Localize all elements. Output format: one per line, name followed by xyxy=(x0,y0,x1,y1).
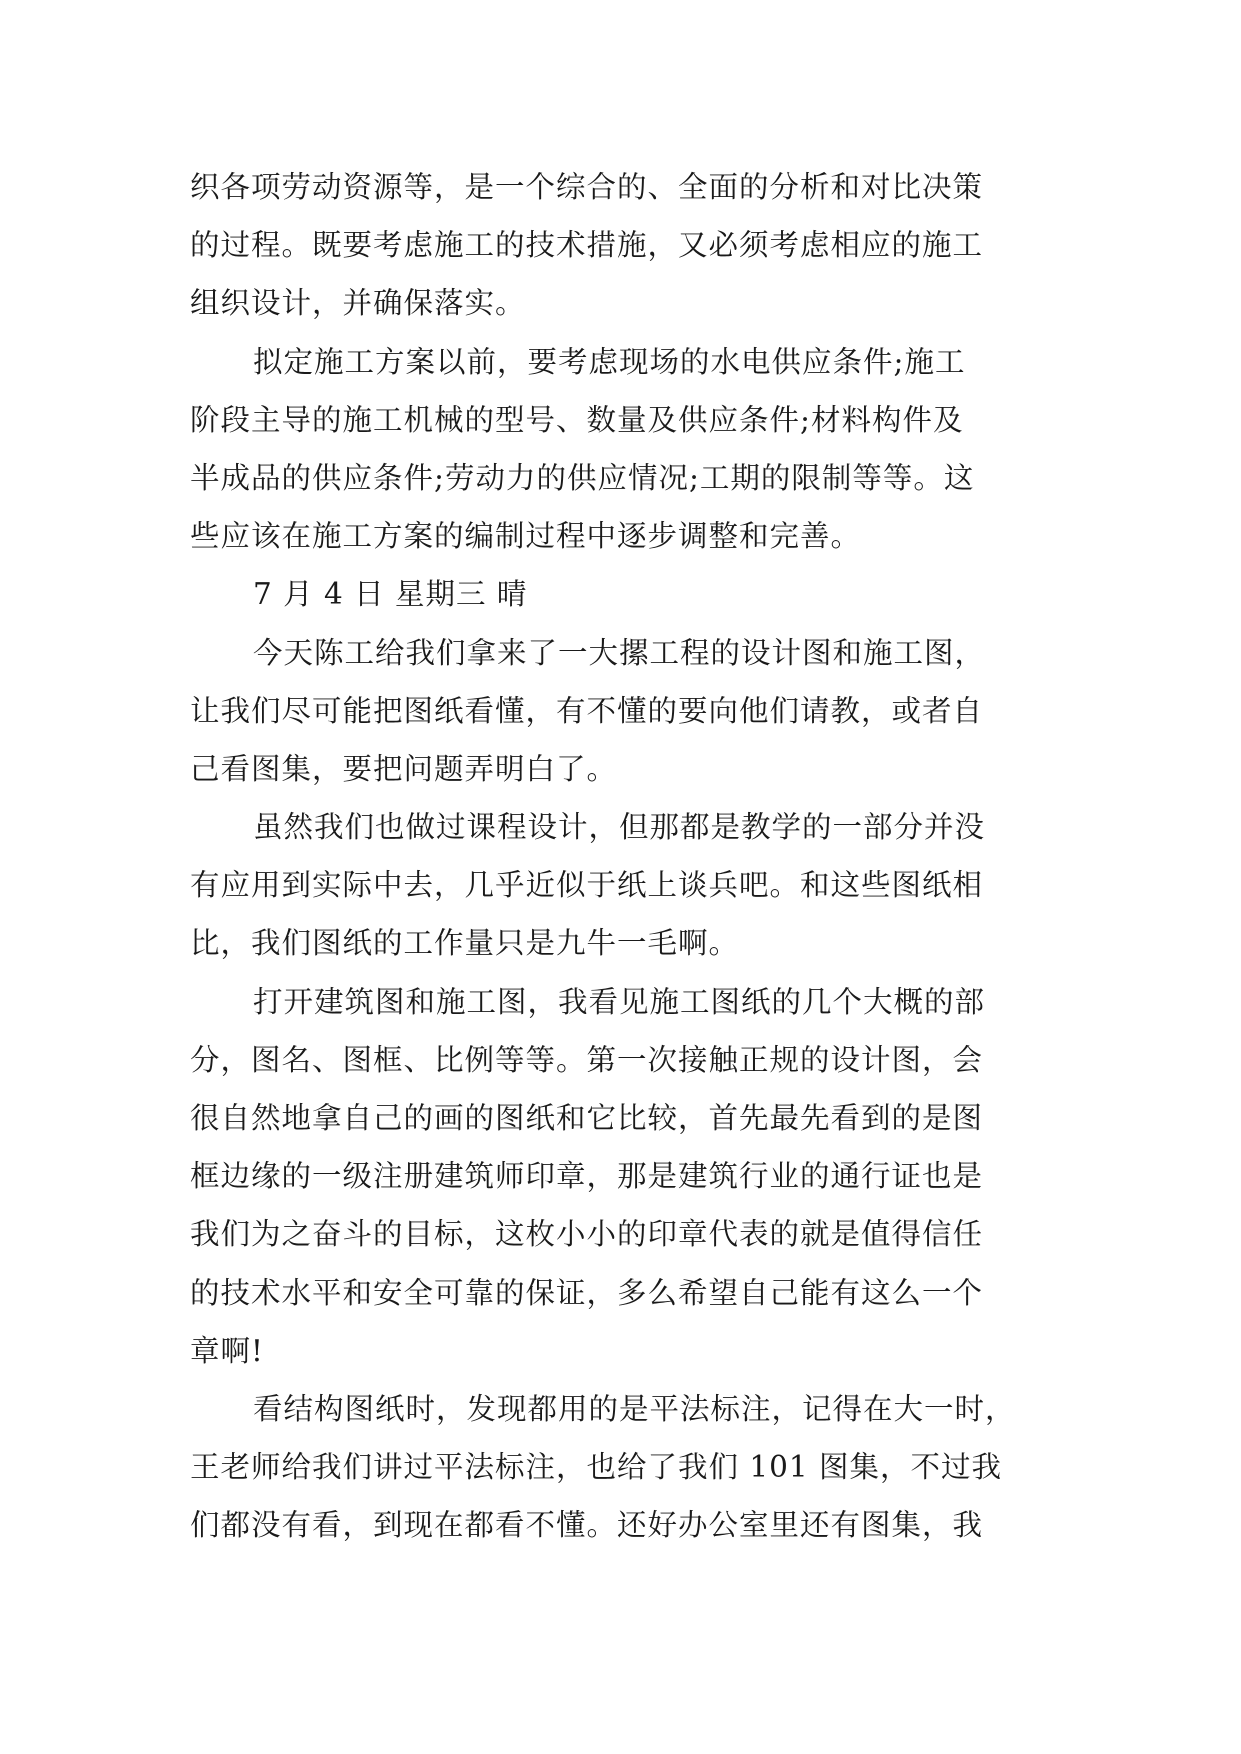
text-line: 组织设计，并确保落实。 xyxy=(190,286,526,321)
text-line: 7 月 4 日 星期三 晴 xyxy=(253,577,528,612)
text-line: 织各项劳动资源等，是一个综合的、全面的分析和对比决策 xyxy=(190,170,984,204)
text-line: 我们为之奋斗的目标，这枚小小的印章代表的就是值得信任 xyxy=(190,1217,984,1252)
text-line: 有应用到实际中去，几乎近似于纸上谈兵吧。和这些图纸相 xyxy=(190,868,984,903)
text-line: 今天陈工给我们拿来了一大摞工程的设计图和施工图， xyxy=(253,635,986,670)
text-line: 框边缘的一级注册建筑师印章，那是建筑行业的通行证也是 xyxy=(190,1159,984,1194)
text-line: 章啊! xyxy=(190,1333,264,1368)
text-line: 比，我们图纸的工作量只是九牛一毛啊。 xyxy=(190,926,740,961)
text-line: 王老师给我们讲过平法标注，也给了我们 101 图集，不过我 xyxy=(190,1450,1003,1485)
text-line: 看结构图纸时，发现都用的是平法标注，记得在大一时， xyxy=(253,1391,1016,1426)
text-line: 半成品的供应条件;劳动力的供应情况;工期的限制等等。这 xyxy=(190,460,975,495)
text-line: 拟定施工方案以前，要考虑现场的水电供应条件;施工 xyxy=(253,344,966,379)
text-line: 虽然我们也做过课程设计，但那都是教学的一部分并没 xyxy=(253,810,986,845)
text-line: 的过程。既要考虑施工的技术措施，又必须考虑相应的施工 xyxy=(190,228,984,263)
text-line: 很自然地拿自己的画的图纸和它比较，首先最先看到的是图 xyxy=(190,1101,984,1135)
text-line: 己看图集，要把问题弄明白了。 xyxy=(190,751,618,786)
text-line: 分，图名、图框、比例等等。第一次接触正规的设计图，会 xyxy=(190,1042,984,1077)
text-line: 让我们尽可能把图纸看懂，有不懂的要向他们请教，或者自 xyxy=(190,693,984,728)
document-body xyxy=(190,158,1050,1555)
text-line: 的技术水平和安全可靠的保证，多么希望自己能有这么一个 xyxy=(190,1275,984,1310)
text-line: 阶段主导的施工机械的型号、数量及供应条件;材料构件及 xyxy=(190,402,964,437)
text-line: 们都没有看，到现在都看不懂。还好办公室里还有图集，我 xyxy=(190,1508,984,1543)
text-line: 些应该在施工方案的编制过程中逐步调整和完善。 xyxy=(190,519,862,554)
text-line: 打开建筑图和施工图，我看见施工图纸的几个大概的部 xyxy=(253,984,986,1019)
